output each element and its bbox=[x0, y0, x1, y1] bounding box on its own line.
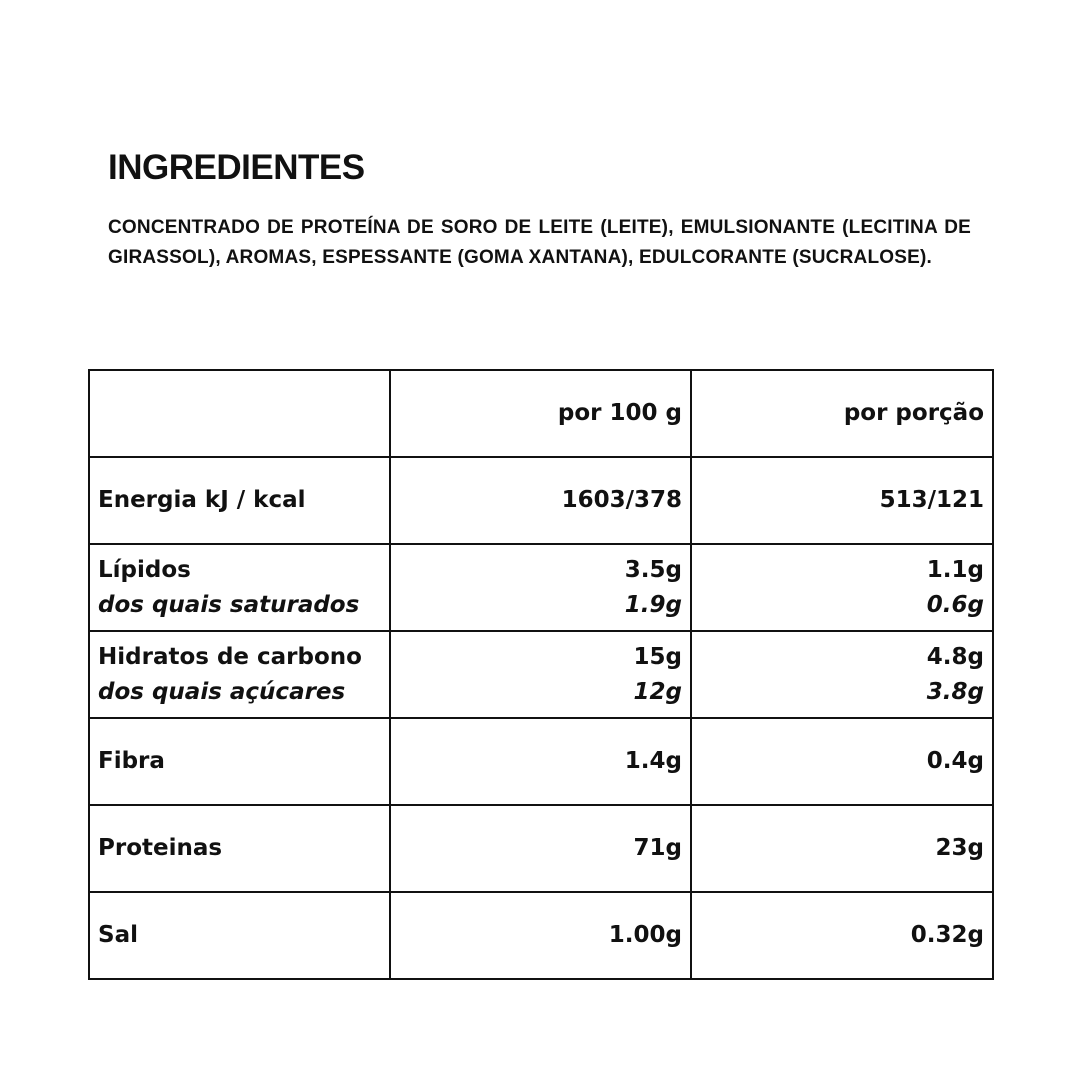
sugars-per-100g: 12g bbox=[633, 678, 682, 705]
fibre-label: Fibra bbox=[89, 718, 390, 805]
energy-per-portion: 513/121 bbox=[691, 457, 993, 544]
saturated-per-portion: 0.6g bbox=[926, 591, 984, 618]
header-per-100g: por 100 g bbox=[390, 370, 691, 457]
table-header-row bbox=[89, 370, 993, 457]
fat-label: Lípidos bbox=[98, 556, 191, 583]
table-row-protein bbox=[89, 805, 993, 892]
energy-per-100g: 1603/378 bbox=[390, 457, 691, 544]
nutrition-table bbox=[88, 369, 994, 980]
protein-per-portion: 23g bbox=[691, 805, 993, 892]
fat-per-100g: 3.5g bbox=[624, 556, 682, 583]
fat-per-100g-cell bbox=[390, 544, 691, 631]
header-per-portion: por porção bbox=[691, 370, 993, 457]
carbs-per-portion: 4.8g bbox=[926, 643, 984, 670]
protein-per-100g: 71g bbox=[390, 805, 691, 892]
ingredients-text: CONCENTRADO DE PROTEÍNA DE SORO DE LEITE (LEITE), EMULSIONANTE (LECITINA DE GIRASSOL), AROMAS, ESPESSANTE (GOMA XANTANA), EDULCORANTE (SUCRALOSE). bbox=[108, 217, 971, 268]
salt-per-100g: 1.00g bbox=[390, 892, 691, 979]
carbs-per-portion-cell bbox=[691, 631, 993, 718]
carbs-label: Hidratos de carbono bbox=[98, 643, 362, 670]
salt-per-portion: 0.32g bbox=[691, 892, 993, 979]
fat-per-portion-cell bbox=[691, 544, 993, 631]
ingredients-title: INGREDIENTES bbox=[108, 148, 365, 187]
table-row-fat bbox=[89, 544, 993, 631]
fat-label-cell bbox=[89, 544, 390, 631]
energy-label: Energia kJ / kcal bbox=[89, 457, 390, 544]
table-row-salt bbox=[89, 892, 993, 979]
carbs-per-100g-cell bbox=[390, 631, 691, 718]
saturated-per-100g: 1.9g bbox=[624, 591, 682, 618]
table-row-carbs bbox=[89, 631, 993, 718]
sugars-per-portion: 3.8g bbox=[926, 678, 984, 705]
fibre-per-100g: 1.4g bbox=[390, 718, 691, 805]
salt-label: Sal bbox=[89, 892, 390, 979]
saturated-label: dos quais saturados bbox=[98, 591, 360, 618]
carbs-per-100g: 15g bbox=[633, 643, 682, 670]
fat-per-portion: 1.1g bbox=[926, 556, 984, 583]
table-row-fibre bbox=[89, 718, 993, 805]
protein-label: Proteinas bbox=[89, 805, 390, 892]
table-row-energy bbox=[89, 457, 993, 544]
sugars-label: dos quais açúcares bbox=[98, 678, 346, 705]
header-label-cell bbox=[89, 370, 390, 457]
carbs-label-cell bbox=[89, 631, 390, 718]
fibre-per-portion: 0.4g bbox=[691, 718, 993, 805]
